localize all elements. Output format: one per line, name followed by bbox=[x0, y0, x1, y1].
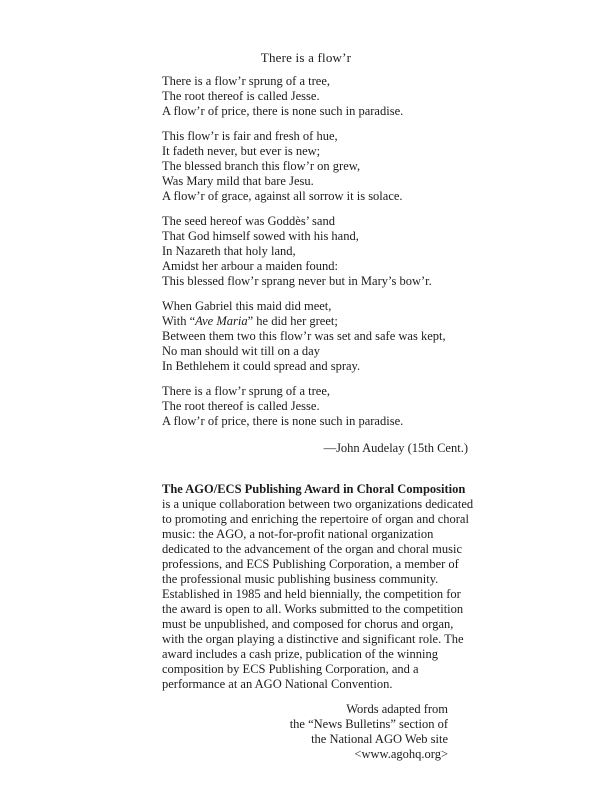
stanza bbox=[162, 299, 474, 374]
poem-line-segment: Amidst her arbour a maiden found: bbox=[162, 259, 338, 273]
poem-line bbox=[162, 89, 474, 104]
poem-line bbox=[162, 229, 474, 244]
poem-line-segment: ” he did her greet; bbox=[247, 314, 338, 328]
poem-line bbox=[162, 104, 474, 119]
award-description-body: is a unique collaboration between two organizations dedicated to promoting and enriching the repertoire of organ and choral music: the AGO, a not-for-profit national organization dedicated to the advancement of the organ and choral music professions, and ECS Publishing Corporation, a member of the professional music publishing business community. Established in 1985 and held biennially, the competition for the award is open to all. Works submitted to the competition must be unpublished, and composed for chorus and organ, with the organ playing a distinctive and significant role. The award includes a cash prize, publication of the winning composition by ECS Publishing Corporation, and a performance at an AGO National Convention. bbox=[162, 497, 474, 691]
award-description-lead: The AGO/ECS Publishing Award in Choral Composition bbox=[162, 482, 466, 496]
poem-line-segment: That God himself sowed with his hand, bbox=[162, 229, 359, 243]
poem-line-segment: When Gabriel this maid did meet, bbox=[162, 299, 332, 313]
poem-line-segment: It fadeth never, but ever is new; bbox=[162, 144, 321, 158]
poem-line bbox=[162, 344, 474, 359]
poem-line-segment: A flow’r of price, there is none such in paradise. bbox=[162, 414, 404, 428]
poem-line-segment: In Nazareth that holy land, bbox=[162, 244, 296, 258]
poem-line bbox=[162, 244, 474, 259]
stanza bbox=[162, 129, 474, 204]
poem-line bbox=[162, 129, 474, 144]
poem-line-italic-segment: Ave Maria bbox=[195, 314, 248, 328]
poem-attribution: —John Audelay (15th Cent.) bbox=[323, 441, 468, 455]
stanza bbox=[162, 74, 474, 119]
stanza bbox=[162, 384, 474, 429]
poem-line bbox=[162, 329, 474, 344]
poem-line bbox=[162, 384, 474, 399]
poem-line bbox=[162, 144, 474, 159]
poem-line bbox=[162, 399, 474, 414]
poem-line-segment: A flow’r of price, there is none such in paradise. bbox=[162, 104, 404, 118]
poem-line-segment: The root thereof is called Jesse. bbox=[162, 89, 320, 103]
poem-line-segment: In Bethlehem it could spread and spray. bbox=[162, 359, 361, 373]
poem-line bbox=[162, 414, 474, 429]
text-column bbox=[162, 74, 474, 762]
poem-line bbox=[162, 314, 474, 329]
award-description bbox=[162, 482, 474, 692]
poem-line-segment: There is a flow’r sprung of a tree, bbox=[162, 74, 330, 88]
poem-line bbox=[162, 259, 474, 274]
poem-line bbox=[162, 174, 474, 189]
poem-line-segment: No man should wit till on a day bbox=[162, 344, 320, 358]
poem-line-segment: The seed hereof was Goddès’ sand bbox=[162, 214, 335, 228]
poem-line-segment: Was Mary mild that bare Jesu. bbox=[162, 174, 314, 188]
poem-line-segment: Between them two this flow’r was set and safe was kept, bbox=[162, 329, 446, 343]
poem-line bbox=[162, 359, 474, 374]
poem-line-segment: This blessed flow’r sprang never but in Mary’s bow’r. bbox=[162, 274, 432, 288]
source-credit bbox=[162, 702, 474, 762]
poem-line bbox=[162, 159, 474, 174]
poem-line bbox=[162, 74, 474, 89]
credit-line: Words adapted from bbox=[346, 702, 448, 716]
poem-line bbox=[162, 189, 474, 204]
poem-line bbox=[162, 299, 474, 314]
credit-line: the National AGO Web site bbox=[311, 732, 448, 746]
poem-line-segment: With “ bbox=[162, 314, 196, 328]
poem bbox=[162, 74, 474, 429]
poem-title: There is a flow’r bbox=[260, 50, 352, 65]
poem-line-segment: The root thereof is called Jesse. bbox=[162, 399, 320, 413]
poem-line-segment: This flow’r is fair and fresh of hue, bbox=[162, 129, 338, 143]
stanza bbox=[162, 214, 474, 289]
poem-line-segment: The blessed branch this flow’r on grew, bbox=[162, 159, 361, 173]
credit-line: <www.agohq.org> bbox=[354, 747, 448, 761]
poem-line-segment: There is a flow’r sprung of a tree, bbox=[162, 384, 330, 398]
poem-line bbox=[162, 214, 474, 229]
credit-line: the “News Bulletins” section of bbox=[289, 717, 448, 731]
poem-line bbox=[162, 274, 474, 289]
poem-line-segment: A flow’r of grace, against all sorrow it is solace. bbox=[162, 189, 403, 203]
